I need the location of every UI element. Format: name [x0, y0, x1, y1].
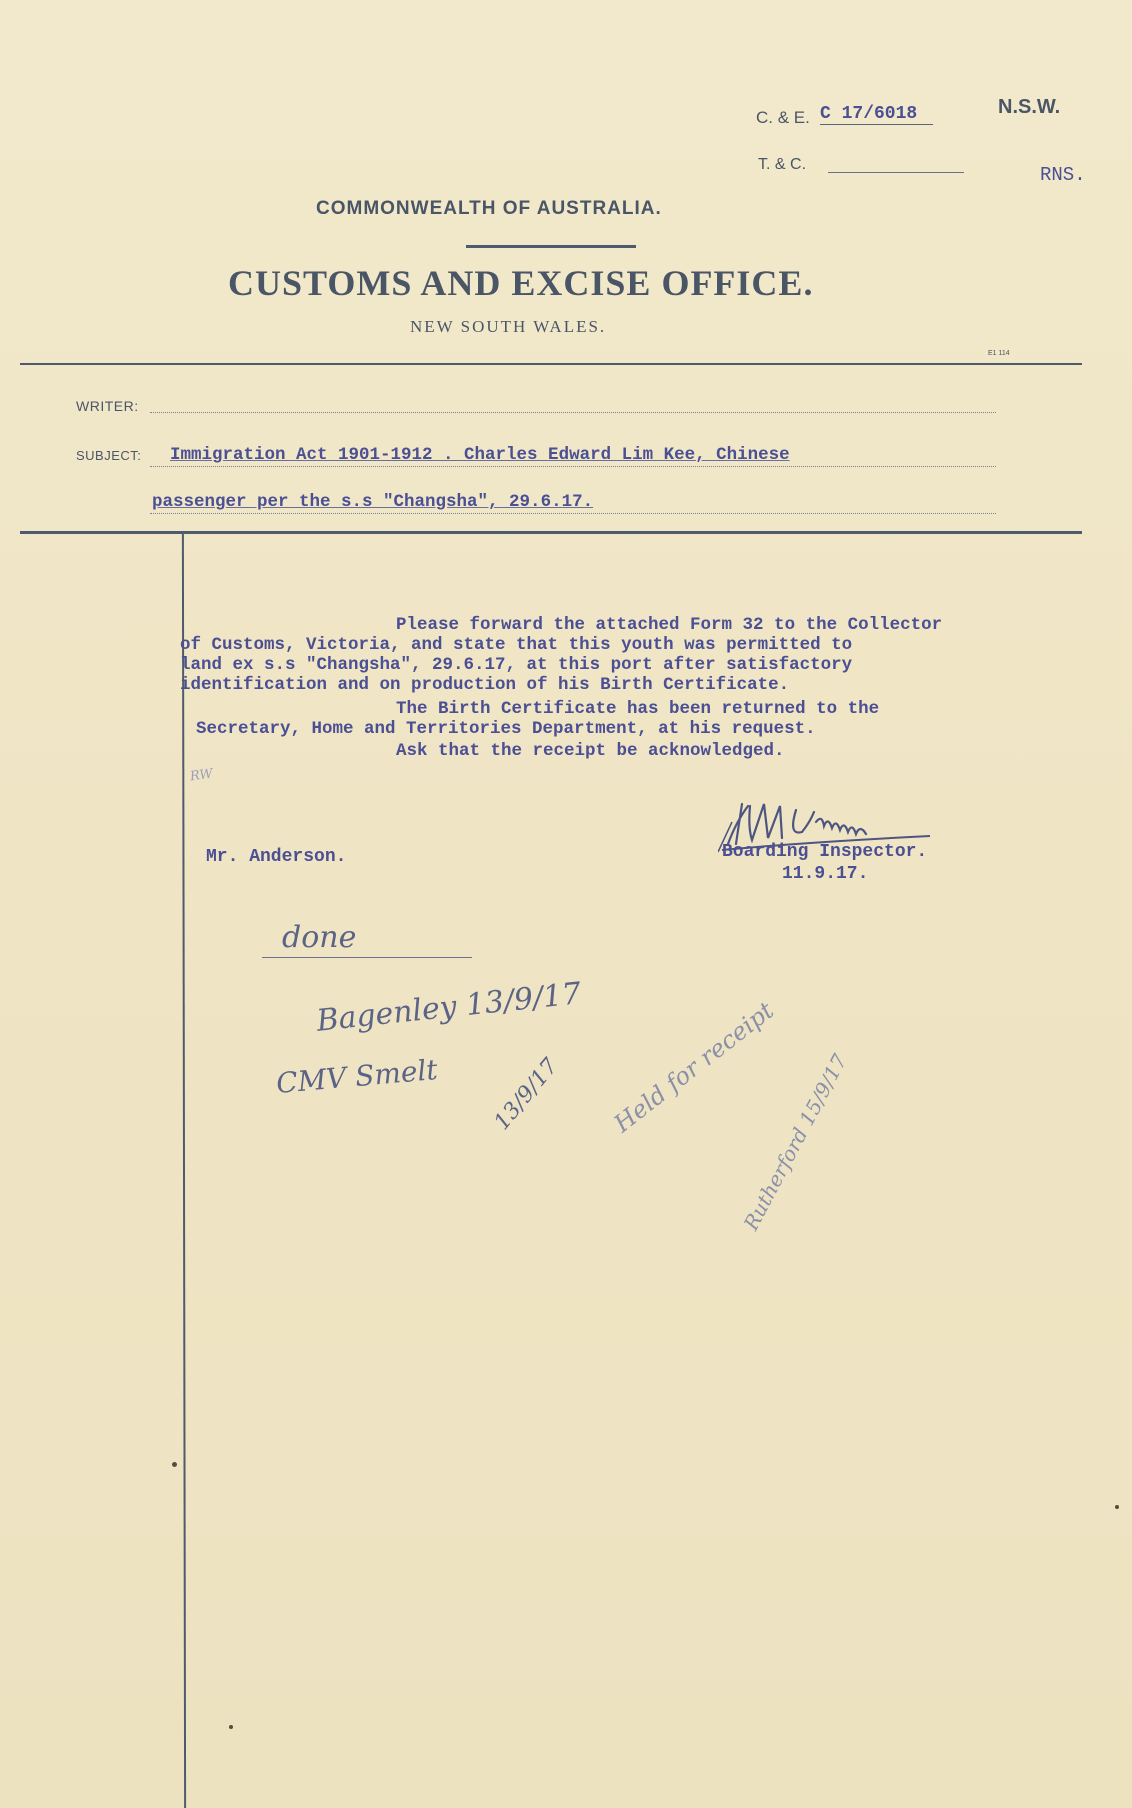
subject-line-2-rule	[150, 513, 996, 514]
header-rule	[20, 363, 1082, 365]
margin-rule	[182, 534, 186, 1808]
signatory-title: Boarding Inspector.	[722, 842, 928, 862]
body-para3: Ask that the receipt be acknowledged.	[396, 741, 785, 761]
annotation-initials-3: Rutherford 15/9/17	[738, 1050, 852, 1234]
tc-line	[828, 172, 964, 173]
body-para2-line1: The Birth Certificate has been returned to the	[396, 699, 880, 719]
body-para1-line1: Please forward the attached Form 32 to the Collector	[396, 615, 943, 635]
signature-date: 11.9.17.	[782, 864, 869, 884]
initials: RNS.	[1040, 164, 1086, 186]
writer-label: WRITER:	[76, 398, 139, 414]
commonwealth-heading: COMMONWEALTH OF AUSTRALIA.	[316, 198, 662, 219]
subject-line-1-rule	[150, 466, 996, 467]
reference-prefix: C. & E.	[756, 108, 810, 127]
subject-line-2: passenger per the s.s "Changsha", 29.6.17.	[152, 492, 594, 512]
annotation-initials-2: CMV Smelt	[274, 1053, 439, 1100]
margin-note: RW	[189, 766, 214, 785]
annotation-done: done	[282, 920, 357, 955]
subject-label: SUBJECT:	[76, 448, 142, 463]
office-title: CUSTOMS AND EXCISE OFFICE.	[228, 263, 814, 303]
annotation-initials-1: Bagenley 13/9/17	[314, 976, 583, 1039]
body-para1-line4: identification and on production of his Birth Certificate.	[180, 675, 790, 695]
state-code: N.S.W.	[998, 96, 1061, 118]
tc-label: T. & C.	[758, 156, 807, 173]
subject-rule	[20, 531, 1082, 534]
state-subtitle: NEW SOUTH WALES.	[410, 317, 607, 336]
writer-line	[150, 412, 996, 413]
annotation-done-underline	[262, 957, 472, 958]
body-para1-line3: land ex s.s "Changsha", 29.6.17, at this port after satisfactory	[180, 655, 853, 675]
form-code: E1 114	[988, 350, 1010, 357]
annotation-date: 13/9/17	[489, 1053, 564, 1136]
body-para2-line2: Secretary, Home and Territories Department, at his request.	[196, 719, 816, 739]
subject-line-1: Immigration Act 1901-1912 . Charles Edward Lim Kee, Chinese	[170, 445, 790, 465]
paper-speck	[1115, 1505, 1119, 1509]
paper-speck	[172, 1462, 177, 1467]
body-para1-line2: of Customs, Victoria, and state that this youth was permitted to	[180, 635, 853, 655]
annotation-held-for-receipt: Held for receipt	[608, 996, 780, 1138]
addressee: Mr. Anderson.	[206, 847, 347, 867]
reference-number: C 17/6018	[820, 104, 933, 125]
heading-divider	[466, 245, 636, 248]
paper-speck	[229, 1725, 233, 1729]
